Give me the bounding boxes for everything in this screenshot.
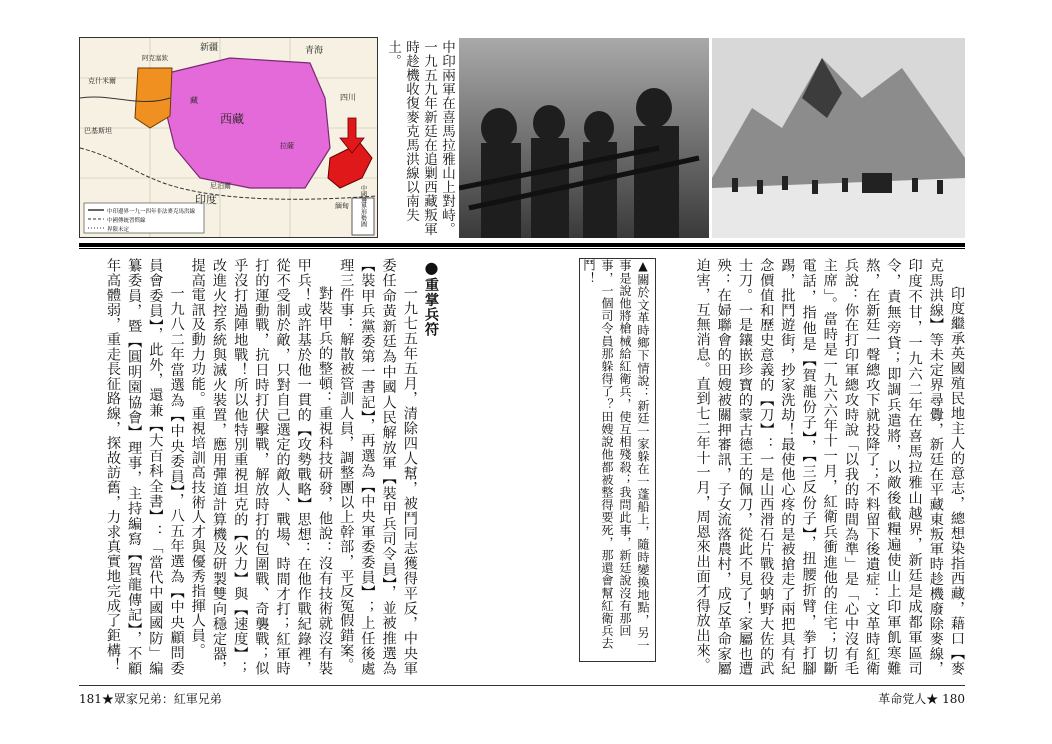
right-page-text <box>662 258 967 676</box>
legend-3: 界限未定 <box>107 227 130 233</box>
map-label-kashmir: 克什米爾 <box>88 77 116 85</box>
map-label-india: 印度 <box>195 193 217 206</box>
left-paragraph-1: 一九七五年五月，清除四人幫，被鬥同志獲得平反，中央軍委任命黃新廷為中國人民解放軍【裝甲兵司令員】，並被推選為【裝甲兵黨委第一書記】，再選為【中央軍委委員】；上任後處理三件事：解散被管訓人員，調整團以上幹部，平反冤假錯案。 <box>338 258 418 676</box>
left-paragraph-2: 對裝甲兵的整頓：重視科技研發，他說：沒有技術就沒有裝甲兵！或許基於他一貫的【攻勢戰略】思想：在他作戰紀錄裡，從不受制於敵，只對自己選定的敵人、戰場、時間才打；紅軍時打的運動戰，抗日時打伏擊戰，解放時打的包圍戰、奇襲戰；似乎沒打過陣地戰！所以他特別重視坦克的【火力】與【速度】；改進火控系統與滅火裝置，應用彈道計算機及研製雙向穩定器，提高電訊及動力功能。重視培訓高技術人才與優秀指揮人員。 <box>189 258 333 676</box>
heading-bullet: ● <box>422 258 441 278</box>
map-label-zang: 藏 <box>190 96 198 105</box>
map-label-xinjiang: 新疆 <box>200 43 219 53</box>
left-page-text <box>82 258 442 676</box>
footer-left: 181★眾家兄弟：紅軍兄弟 <box>79 692 222 706</box>
section-heading <box>420 258 442 676</box>
section-divider <box>79 243 965 247</box>
legend-2: 中國傳統習慣線 <box>107 218 146 224</box>
right-paragraph: 印度繼承英國殖民地主人的意志，總想染指西藏，藉口【麥克馬洪線】等未定界尋釁，新廷在平藏東叛軍時趁機廢除麥線，印度不甘，一九六二年在喜馬拉雅山越界，新廷是成都軍區司令，責無旁貸；即調兵遣將，以敵後截糧遍使山上印軍飢寒難熬，在新廷一聲總攻下就投降了；不料留下後遺症：文革時紅衛兵說：你在打印軍總攻時說「以我的時間為準」是「心中沒有毛主席」。當時是一九六六年十一月，紅衛兵衝進他的住宅；切斷電話，指他是【賀龍份子】，【三反份子】，扭腰折臂，拳打腳踢，批鬥遊街，抄家洗劫！最使他心疼的是被搶走了兩把具有紀念價值和歷史意義的【刀】：一是山西滑石片戰役蚋野大佐的武士刀。一是鑲嵌珍寶的蒙古德王的佩刀，從此不見了！家屬也遭殃：在婦聯會的田嫂被關押審訊，子女流落農村，成反革命家屬迫害，互無消息。直到七二年十一月，周恩來出面才得放出來。 <box>694 258 965 676</box>
map-label-sichuan: 四川 <box>340 93 356 102</box>
soldiers-photo <box>459 38 709 238</box>
map-label-nepal: 尼泊爾 <box>210 182 231 190</box>
note-box: ▲關於文革時鄉下情說：新廷一家躲在一蓬船上，隨時變換地點，另一事是說他將槍械給紅衛兵，使互相殘殺；我問此事，新廷說沒有那回事，一個司令員那躲得了？田嫂說他都被整得要死，那還會幫紅衛兵去鬥！ <box>579 258 656 662</box>
map-title: 中國邊界形勢圖 <box>359 185 367 227</box>
left-paragraph-3: 一九八二年當選為【中央委員】，八五年選為【中央顧問委員會委員】，此外，還兼【大百科全書】：「當代中國國防」編纂委員，暨【圓明園協會】理事，主持編寫【賀龍傳記】，不顧年高體弱，重走長征路線，探故訪舊，力求真實地完成了鉅構！ <box>104 258 185 676</box>
legend-1: 中印邊界一九一四年非法麥克馬洪線 <box>107 209 196 215</box>
map-caption: 中印兩軍在喜馬拉雅山上對峙。一九五九年新廷在追剿西藏叛軍時趁機收復麥克馬洪線以南失土。 <box>385 40 455 236</box>
china-border-map <box>79 37 378 238</box>
heading-text: 重掌兵符 <box>423 277 439 337</box>
map-label-burma: 緬甸 <box>335 202 349 210</box>
map-label-qinghai: 青海 <box>305 46 324 56</box>
footer-right: 革命党人★ 180 <box>878 692 965 706</box>
footer-line <box>79 685 965 686</box>
map-label-aksai: 阿克塞欽 <box>142 54 168 62</box>
himalaya-convoy-photo <box>712 38 965 238</box>
map-label-pakistan: 巴基斯坦 <box>84 127 112 135</box>
map-label-lhasa: 拉薩 <box>280 142 294 150</box>
map-label-tibet: 西藏 <box>220 112 245 126</box>
section-divider-thin <box>79 248 965 249</box>
